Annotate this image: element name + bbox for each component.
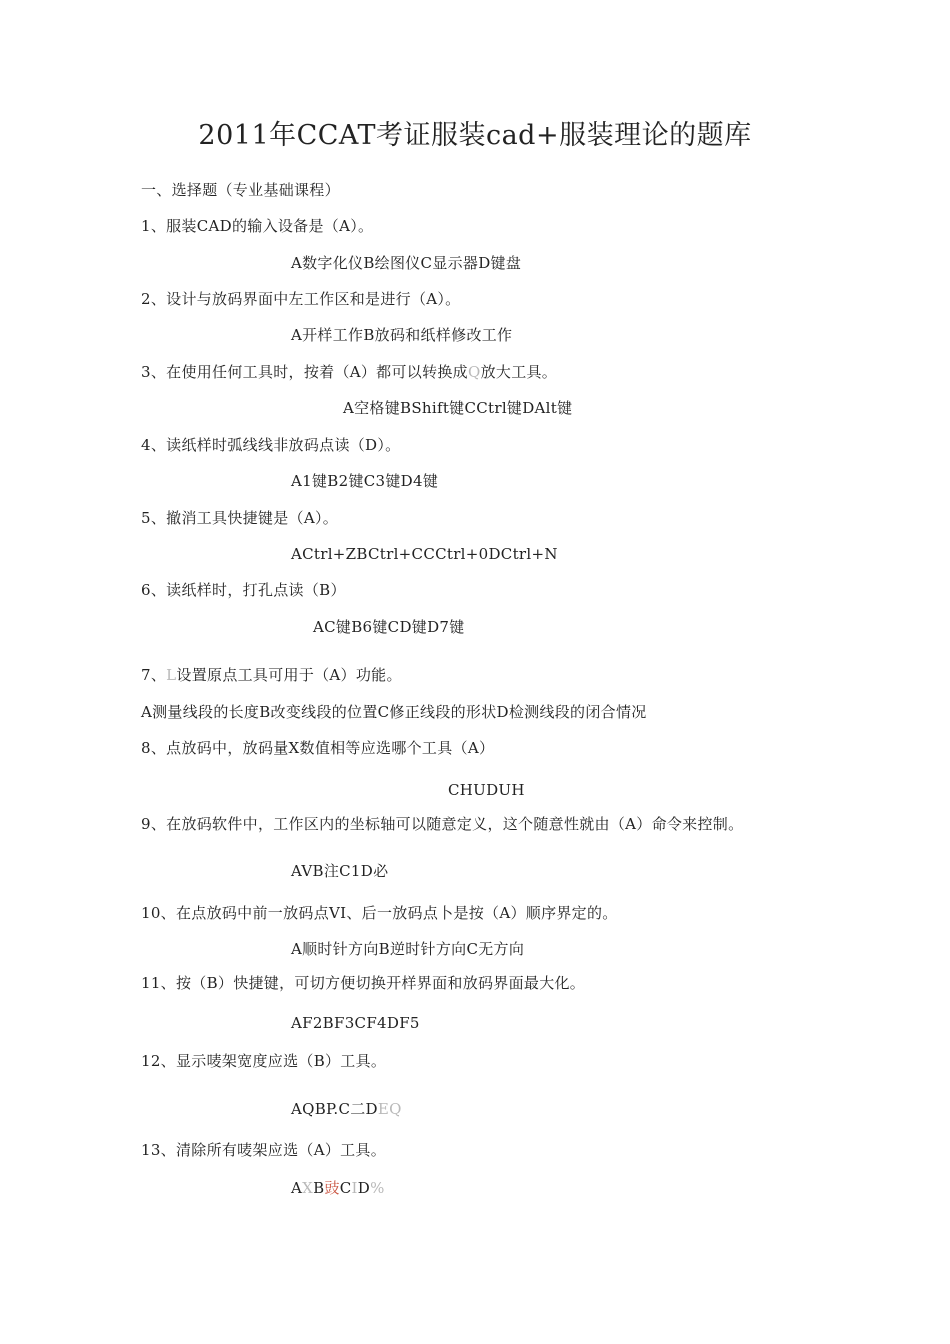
question-12: 12、显示唛架宽度应选（B）工具。	[141, 1052, 387, 1070]
answer-options-11: AF2BF3CF4DF5	[291, 1014, 420, 1032]
question-13: 13、清除所有唛架应选（A）工具。	[141, 1141, 387, 1159]
answer-options-4: A1键B2键C3键D4键	[291, 472, 439, 490]
question-2: 2、设计与放码界面中左工作区和是进行（A）。	[141, 290, 461, 308]
question-6: 6、读纸样时，打孔点读（B）	[141, 581, 346, 599]
question-3	[141, 362, 557, 382]
clear-tool-icon: X	[302, 1179, 314, 1197]
question-11: 11、按（B）快捷键，可切方便切换开样界面和放码界面最大化。	[141, 974, 586, 992]
answer-options-5: ACtrl+ZBCtrl+CCCtrl+0DCtrl+N	[291, 545, 558, 563]
answer-options-13	[291, 1178, 385, 1198]
answer-options-1: A数字化仪B绘图仪C显示器D键盘	[291, 254, 522, 272]
document-title: 2011年CCAT考证服装cad+服装理论的题库	[198, 120, 752, 151]
option-c-letter: C	[339, 1179, 352, 1197]
answer-options-6: AC键B6键CD键D7键	[313, 618, 465, 636]
answer-options-2: A开样工作B放码和纸样修改工作	[291, 326, 513, 344]
question-3-tail: 放大工具。	[480, 363, 558, 381]
answer-options-8: CHUDUH	[448, 781, 525, 799]
question-7-text: 设置原点工具可用于（A）功能。	[176, 666, 402, 684]
zoom-tool-icon: Q	[467, 363, 481, 381]
question-10: 10、在点放码中前一放码点VI、后一放码点卜是按（A）顺序界定的。	[141, 904, 618, 922]
option-c-icon: I	[351, 1179, 358, 1197]
question-3-text: 3、在使用任何工具时，按着（A）都可以转换成	[141, 363, 468, 381]
answer-options-3: A空格键BShift键CCtrl键DAlt键	[343, 399, 573, 417]
answer-options-12-text: AQBP.C二D	[291, 1100, 378, 1118]
section-heading: 一、选择题（专业基础课程）	[141, 181, 340, 199]
answer-options-7: A测量线段的长度B改变线段的位置C修正线段的形状D检测线段的闭合情况	[141, 703, 647, 721]
answer-options-12	[291, 1099, 402, 1119]
option-b-letter: B	[313, 1179, 325, 1197]
question-8: 8、点放码中，放码量X数值相等应选哪个工具（A）	[141, 739, 495, 757]
answer-options-10: A顺时针方向B逆时针方向C无方向	[291, 940, 525, 958]
question-7	[141, 665, 402, 685]
option-a-letter: A	[291, 1179, 303, 1197]
origin-tool-icon: L	[166, 666, 177, 684]
question-4: 4、读纸样时弧线线非放码点读（D）。	[141, 436, 401, 454]
option-d-letter: D	[357, 1179, 371, 1197]
marker-width-icon: EQ	[377, 1100, 402, 1118]
question-9: 9、在放码软件中，工作区内的坐标轴可以随意定义，这个随意性就由（A）命令来控制。	[141, 815, 744, 833]
answer-options-9: AVB注C1D必	[291, 862, 389, 880]
question-5: 5、撤消工具快捷键是（A）。	[141, 509, 339, 527]
marker-tool-icon: 豉	[324, 1179, 340, 1197]
question-1: 1、服装CAD的输入设备是（A）。	[141, 217, 374, 235]
option-d-icon: %	[370, 1179, 385, 1197]
question-7-number: 7、	[141, 666, 167, 684]
